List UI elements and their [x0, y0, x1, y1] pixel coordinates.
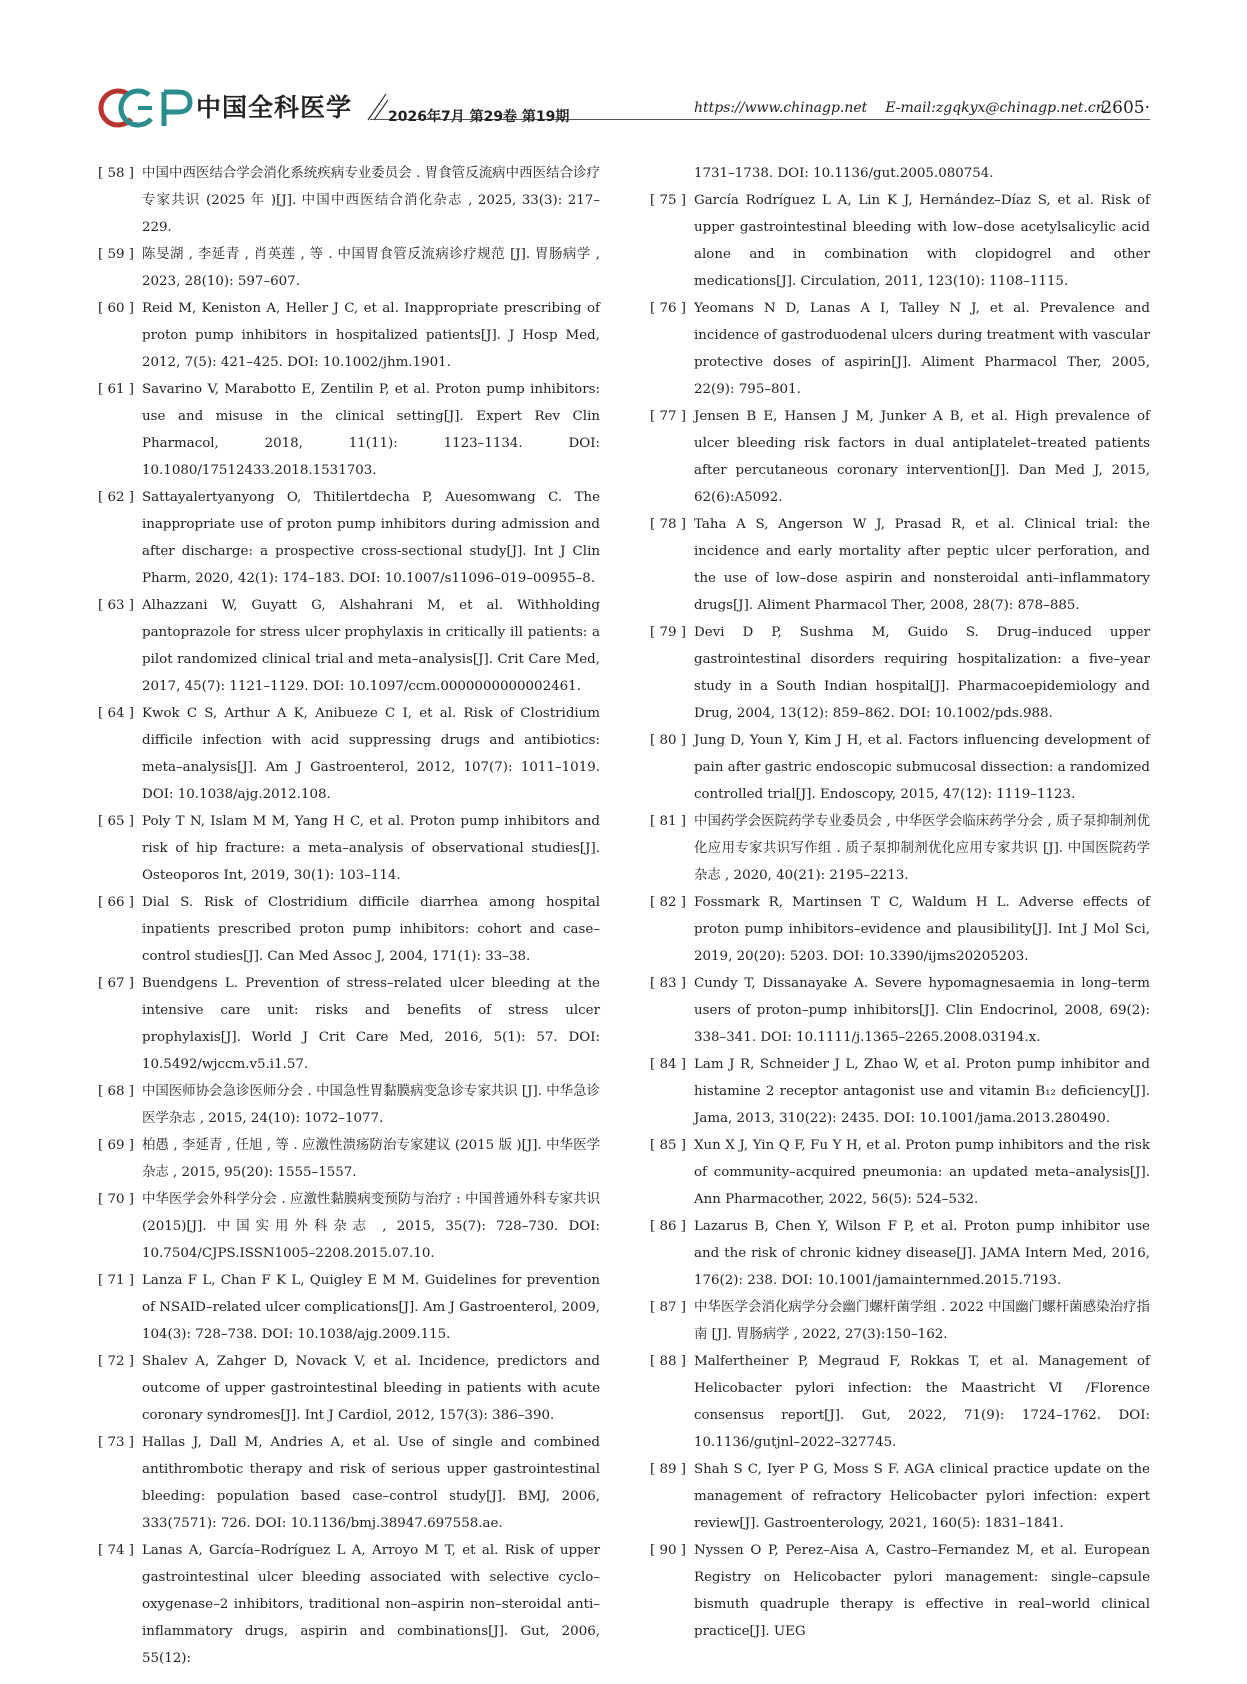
- reference-item: [650, 1213, 1150, 1294]
- reference-text: 中华医学会消化病学分会幽门螺杆菌学组 . 2022 中国幽门螺杆菌感染治疗指南 [J]. 胃肠病学 , 2022, 27(3):150–162.: [694, 1300, 1150, 1342]
- reference-text: Jung D, Youn Y, Kim J H, et al. Factors influencing development of pain after gastric endoscopic submucosal dissection: a randomized controlled trial[J]. Endoscopy, 2015, 47(12): 1119–1123.: [694, 733, 1150, 802]
- reference-number: [ 69 ]: [98, 1138, 135, 1153]
- reference-text: Cundy T, Dissanayake A. Severe hypomagnesaemia in long–term users of proton–pump inhibitors[J]. Clin Endocrinol, 2008, 69(2): 338–341. DOI: 10.1111/j.1365–2265.2008.03194.x.: [694, 976, 1150, 1045]
- reference-number: [ 82 ]: [650, 895, 687, 910]
- page-number: ·2605·: [1095, 98, 1150, 118]
- reference-item: [650, 727, 1150, 808]
- reference-number: [ 85 ]: [650, 1138, 687, 1153]
- reference-item: [650, 1051, 1150, 1132]
- reference-item: [650, 970, 1150, 1051]
- reference-item: [650, 1294, 1150, 1348]
- reference-text: 中国中西医结合学会消化系统疾病专业委员会 . 胃食管反流病中西医结合诊疗专家共识 (2025 年 )[J]. 中国中西医结合消化杂志 , 2025, 33(3): 217–229.: [142, 166, 600, 235]
- reference-item: [98, 808, 600, 889]
- reference-text: 中国药学会医院药学专业委员会 , 中华医学会临床药学分会 , 质子泵抑制剂优化应用专家共识写作组 . 质子泵抑制剂优化应用专家共识 [J]. 中国医院药学杂志 , 2020, 40(21): 2195–2213.: [694, 814, 1150, 883]
- reference-text: Yeomans N D, Lanas A I, Talley N J, et al. Prevalence and incidence of gastroduodenal ulcers during treatment with vascular protective doses of aspirin[J]. Aliment Pharmacol Ther, 2005, 22(9): 795–801.: [694, 301, 1150, 397]
- reference-item: [650, 403, 1150, 511]
- header-slash-icon: [366, 92, 388, 122]
- reference-number: [ 62 ]: [98, 490, 135, 505]
- reference-item: [650, 889, 1150, 970]
- page-header: [98, 86, 1150, 130]
- reference-text: 1731–1738. DOI: 10.1136/gut.2005.080754.: [694, 166, 994, 181]
- reference-text: Malfertheiner P, Megraud F, Rokkas T, et al. Management of Helicobacter pylori infection: the Maastricht Ⅵ /Florence consensus report[J]. Gut, 2022, 71(9): 1724–1762. DOI: 10.1136/gutjnl–2022–327745.: [694, 1354, 1150, 1450]
- reference-text: Jensen B E, Hansen J M, Junker A B, et al. High prevalence of ulcer bleeding risk factors in dual antiplatelet–treated patients after percutaneous coronary intervention[J]. Dan Med J, 2015, 62(6):A5092.: [694, 409, 1150, 505]
- reference-number: [ 73 ]: [98, 1435, 135, 1450]
- journal-name: 中国全科医学: [196, 93, 353, 122]
- reference-item: [98, 1078, 600, 1132]
- reference-number: [ 80 ]: [650, 733, 687, 748]
- reference-item: [98, 160, 600, 241]
- reference-text: García Rodríguez L A, Lin K J, Hernández–Díaz S, et al. Risk of upper gastrointestinal bleeding with low–dose acetylsalicylic acid alone and in combination with clopidogrel and other medications[J]. Circulation, 2011, 123(10): 1108–1115.: [694, 193, 1150, 289]
- reference-text: Taha A S, Angerson W J, Prasad R, et al. Clinical trial: the incidence and early mortality after peptic ulcer perforation, and the use of low–dose aspirin and nonsteroidal anti–inflammatory drugs[J]. Aliment Pharmacol Ther, 2008, 28(7): 878–885.: [694, 517, 1150, 613]
- reference-number: [ 78 ]: [650, 517, 687, 532]
- reference-text: Lazarus B, Chen Y, Wilson F P, et al. Proton pump inhibitor use and the risk of chronic kidney disease[J]. JAMA Intern Med, 2016, 176(2): 238. DOI: 10.1001/jamainternmed.2015.7193.: [694, 1219, 1150, 1288]
- reference-text: Buendgens L. Prevention of stress–related ulcer bleeding at the intensive care unit: risks and benefits of stress ulcer prophylaxis[J]. World J Crit Care Med, 2016, 5(1): 57. DOI: 10.5492/wjccm.v5.i1.57.: [142, 976, 600, 1072]
- reference-item: [98, 1537, 600, 1672]
- reference-number: [ 67 ]: [98, 976, 135, 991]
- reference-number: [ 76 ]: [650, 301, 687, 316]
- reference-number: [ 79 ]: [650, 625, 687, 640]
- reference-item: [98, 295, 600, 376]
- reference-number: [ 61 ]: [98, 382, 135, 397]
- reference-number: [ 83 ]: [650, 976, 687, 991]
- issue-info: 2026年7月 第29卷 第19期: [388, 109, 570, 125]
- reference-number: [ 77 ]: [650, 409, 687, 424]
- reference-number: [ 86 ]: [650, 1219, 687, 1234]
- reference-item: [98, 700, 600, 808]
- email-link[interactable]: E-mail:zgqkyx@chinagp.net.cn: [885, 100, 1105, 116]
- reference-item: [98, 1132, 600, 1186]
- reference-number: [ 58 ]: [98, 166, 135, 181]
- reference-number: [ 88 ]: [650, 1354, 687, 1369]
- reference-text: Poly T N, Islam M M, Yang H C, et al. Proton pump inhibitors and risk of hip fracture: a meta–analysis of observational studies[J]. Osteoporos Int, 2019, 30(1): 103–114.: [142, 814, 600, 883]
- reference-text: Fossmark R, Martinsen T C, Waldum H L. Adverse effects of proton pump inhibitors–evidence and plausibility[J]. Int J Mol Sci, 2019, 20(20): 5203. DOI: 10.3390/ijms20205203.: [694, 895, 1150, 964]
- reference-text: Lanza F L, Chan F K L, Quigley E M M. Guidelines for prevention of NSAID–related ulcer complications[J]. Am J Gastroenterol, 2009, 104(3): 728–738. DOI: 10.1038/ajg.2009.115.: [142, 1273, 600, 1342]
- reference-text: Devi D P, Sushma M, Guido S. Drug–induced upper gastrointestinal disorders requiring hospitalization: a five–year study in a South Indian hospital[J]. Pharmacoepidemiology and Drug, 2004, 13(12): 859–862. DOI: 10.1002/pds.988.: [694, 625, 1150, 721]
- reference-item: [98, 1267, 600, 1348]
- reference-item: [98, 970, 600, 1078]
- reference-text: Lam J R, Schneider J L, Zhao W, et al. Proton pump inhibitor and histamine 2 receptor antagonist use and vitamin B₁₂ deficiency[J]. Jama, 2013, 310(22): 2435. DOI: 10.1001/jama.2013.280490.: [694, 1057, 1150, 1126]
- reference-number: [ 70 ]: [98, 1192, 135, 1207]
- reference-number: [ 64 ]: [98, 706, 135, 721]
- reference-text: Nyssen O P, Perez–Aisa A, Castro–Fernandez M, et al. European Registry on Helicobacter pylori management: single–capsule bismuth quadruple therapy is effective in real–world clinical practice[J]. UEG: [694, 1543, 1150, 1639]
- reference-item: [98, 889, 600, 970]
- reference-item: [650, 187, 1150, 295]
- reference-number: [ 84 ]: [650, 1057, 687, 1072]
- cgp-logo-icon: [98, 86, 194, 130]
- reference-item: [650, 808, 1150, 889]
- reference-text: Reid M, Keniston A, Heller J C, et al. Inappropriate prescribing of proton pump inhibitors in hospitalized patients[J]. J Hosp Med, 2012, 7(5): 421–425. DOI: 10.1002/jhm.1901.: [142, 301, 600, 370]
- website-link[interactable]: https://www.chinagp.net: [694, 100, 868, 116]
- reference-text: Sattayalertyanyong O, Thitilertdecha P, Auesomwang C. The inappropriate use of proton pump inhibitors during admission and after discharge: a prospective cross-sectional study[J]. Int J Clin Pharm, 2020, 42(1): 174–183. DOI: 10.1007/s11096–019–00955–8.: [142, 490, 600, 586]
- reference-text: Xun X J, Yin Q F, Fu Y H, et al. Proton pump inhibitors and the risk of community–acquired pneumonia: an updated meta–analysis[J]. Ann Pharmacother, 2022, 56(5): 524–532.: [694, 1138, 1150, 1207]
- reference-number: [ 89 ]: [650, 1462, 687, 1477]
- contact-line: [694, 100, 1123, 116]
- reference-number: [ 63 ]: [98, 598, 135, 613]
- reference-text: 中国医师协会急诊医师分会 . 中国急性胃黏膜病变急诊专家共识 [J]. 中华急诊医学杂志 , 2015, 24(10): 1072–1077.: [142, 1084, 600, 1126]
- reference-item: [98, 592, 600, 700]
- reference-text: Lanas A, García–Rodríguez L A, Arroyo M T, et al. Risk of upper gastrointestinal ulcer bleeding associated with selective cyclo–oxygenase–2 inhibitors, traditional non–aspirin non–steroidal anti–inflammatory drugs, aspirin and combinations[J]. Gut, 2006, 55(12):: [142, 1543, 600, 1666]
- reference-text: Savarino V, Marabotto E, Zentilin P, et al. Proton pump inhibitors: use and misuse in the clinical setting[J]. Expert Rev Clin Pharmacol, 2018, 11(11): 1123–1134. DOI: 10.1080/17512433.2018.1531703.: [142, 382, 600, 478]
- reference-text: Shah S C, Iyer P G, Moss S F. AGA clinical practice update on the management of refractory Helicobacter pylori infection: expert review[J]. Gastroenterology, 2021, 160(5): 1831–1841.: [694, 1462, 1150, 1531]
- reference-item: [650, 1456, 1150, 1537]
- reference-item: [650, 1132, 1150, 1213]
- reference-number: [ 90 ]: [650, 1543, 687, 1558]
- reference-item: [650, 511, 1150, 619]
- reference-continuation: [650, 160, 1150, 187]
- reference-text: Alhazzani W, Guyatt G, Alshahrani M, et al. Withholding pantoprazole for stress ulcer prophylaxis in critically ill patients: a pilot randomized clinical trial and meta–analysis[J]. Crit Care Med, 2017, 45(7): 1121–1129. DOI: 10.1097/ccm.0000000000002461.: [142, 598, 600, 694]
- reference-item: [98, 1429, 600, 1537]
- references-left-column: [98, 160, 600, 1672]
- reference-text: Shalev A, Zahger D, Novack V, et al. Incidence, predictors and outcome of upper gastrointestinal bleeding in patients with acute coronary syndromes[J]. Int J Cardiol, 2012, 157(3): 386–390.: [142, 1354, 600, 1423]
- reference-number: [ 68 ]: [98, 1084, 135, 1099]
- reference-number: [ 72 ]: [98, 1354, 135, 1369]
- reference-number: [ 66 ]: [98, 895, 135, 910]
- reference-item: [650, 295, 1150, 403]
- reference-number: [ 71 ]: [98, 1273, 135, 1288]
- reference-text: Hallas J, Dall M, Andries A, et al. Use of single and combined antithrombotic therapy and risk of serious upper gastrointestinal bleeding: population based case–control study[J]. BMJ, 2006, 333(7571): 726. DOI: 10.1136/bmj.38947.697558.ae.: [142, 1435, 600, 1531]
- reference-text: 中华医学会外科学分会 . 应激性黏膜病变预防与治疗 : 中国普通外科专家共识 (2015)[J]. 中国实用外科杂志 , 2015, 35(7): 728–730. DOI: 10.7504/CJPS.ISSN1005–2208.2015.07.10.: [142, 1192, 600, 1261]
- reference-item: [98, 1186, 600, 1267]
- references-right-column: [650, 160, 1150, 1645]
- reference-number: [ 74 ]: [98, 1543, 135, 1558]
- reference-item: [98, 484, 600, 592]
- reference-text: 柏愚 , 李延青 , 任旭 , 等 . 应激性溃疡防治专家建议 (2015 版 )[J]. 中华医学杂志 , 2015, 95(20): 1555–1557.: [142, 1138, 600, 1180]
- reference-item: [98, 376, 600, 484]
- reference-item: [650, 1537, 1150, 1645]
- reference-item: [650, 1348, 1150, 1456]
- reference-text: Dial S. Risk of Clostridium difficile diarrhea among hospital inpatients prescribed proton pump inhibitors: cohort and case–control studies[J]. Can Med Assoc J, 2004, 171(1): 33–38.: [142, 895, 600, 964]
- reference-item: [650, 619, 1150, 727]
- reference-number: [ 87 ]: [650, 1300, 687, 1315]
- reference-text: Kwok C S, Arthur A K, Anibueze C I, et al. Risk of Clostridium difficile infection with acid suppressing drugs and antibiotics: meta–analysis[J]. Am J Gastroenterol, 2012, 107(7): 1011–1019. DOI: 10.1038/ajg.2012.108.: [142, 706, 600, 802]
- reference-number: [ 65 ]: [98, 814, 135, 829]
- reference-item: [98, 1348, 600, 1429]
- reference-number: [ 60 ]: [98, 301, 135, 316]
- reference-number: [ 59 ]: [98, 247, 135, 262]
- reference-number: [ 81 ]: [650, 814, 687, 829]
- reference-text: 陈旻湖 , 李延青 , 肖英莲 , 等 . 中国胃食管反流病诊疗规范 [J]. 胃肠病学 , 2023, 28(10): 597–607.: [142, 247, 600, 289]
- reference-number: [ 75 ]: [650, 193, 687, 208]
- reference-item: [98, 241, 600, 295]
